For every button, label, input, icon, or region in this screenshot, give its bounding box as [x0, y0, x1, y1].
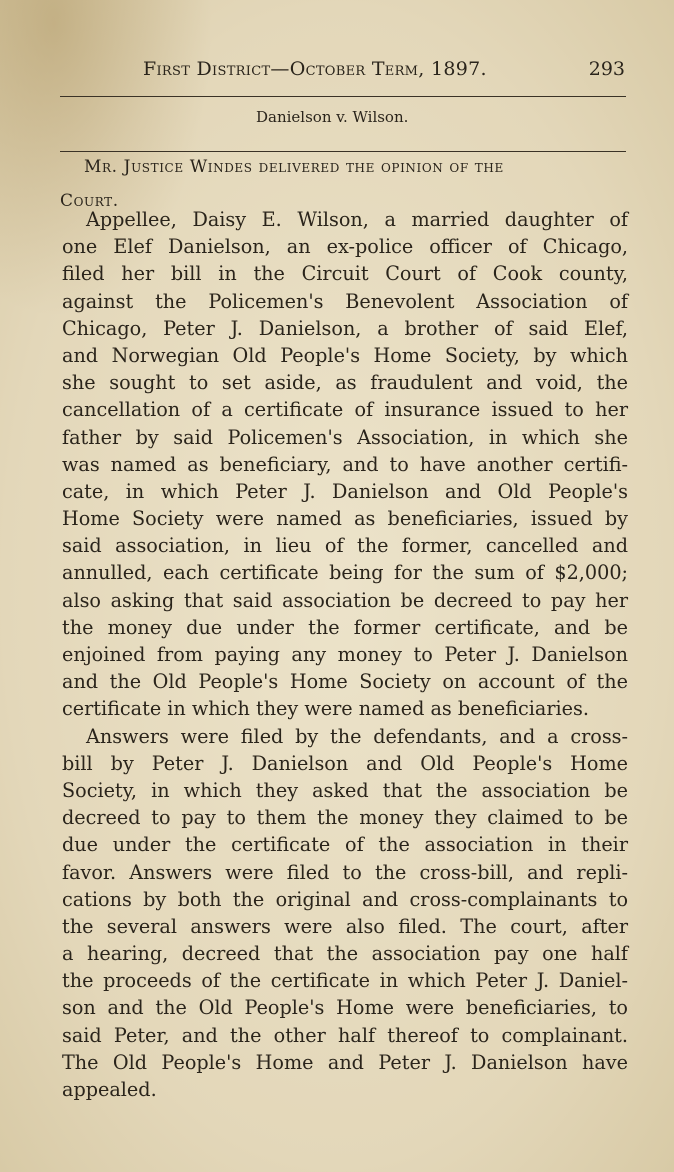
opinion-heading-line2: Court. [60, 191, 119, 211]
text-line: filed her bill in the Circuit Court of Cook county, [62, 262, 628, 286]
text-line: Society, in which they asked that the association be [62, 778, 628, 802]
opinion-text [62, 206, 628, 1103]
running-head [143, 58, 629, 88]
opinion-heading [60, 157, 504, 211]
text-line: decreed to pay to them the money they claimed to be [62, 806, 628, 830]
text-line: certificate in which they were named as beneficiaries. [62, 697, 589, 721]
opinion-heading-line1: Mr. Justice Windes delivered the opinion of the [84, 157, 504, 177]
text-line: said Peter, and the other half thereof to complainant. [62, 1023, 628, 1047]
text-line: appealed. [62, 1078, 157, 1101]
header-rule [60, 96, 626, 97]
text-line: she sought to set aside, as fraudulent and void, the [62, 371, 628, 395]
text-line: annulled, each certificate being for the sum of $2,000; [62, 561, 628, 585]
text-line: Appellee, Daisy E. Wilson, a married daughter of [86, 208, 628, 231]
text-line: due under the certificate of the association in their [62, 833, 628, 857]
text-line: cate, in which Peter J. Danielson and Old People's [62, 479, 628, 503]
text-line: the proceeds of the certificate in which Peter J. Daniel- [62, 969, 628, 993]
text-line: cations by both the original and cross-complainants to [62, 887, 628, 911]
running-title: First District—October Term, 1897. [143, 58, 487, 80]
text-line: the money due under the former certificate, and be [62, 615, 628, 639]
text-line: also asking that said association be decreed to pay her [62, 588, 628, 612]
text-line: cancellation of a certificate of insurance issued to her [62, 398, 628, 422]
case-caption: Danielson v. Wilson. [256, 108, 409, 126]
text-line: one Elef Danielson, an ex-police officer of Chicago, [62, 235, 628, 259]
text-line: against the Policemen's Benevolent Association of [62, 289, 628, 313]
caption-rule [60, 151, 626, 152]
text-line: Home Society were named as beneficiaries, issued by [62, 507, 628, 531]
text-line: and Norwegian Old People's Home Society, by which [62, 343, 628, 367]
text-line: enjoined from paying any money to Peter J. Danielson [62, 643, 628, 666]
text-line: a hearing, decreed that the association pay one half [62, 942, 628, 966]
text-line: favor. Answers were filed to the cross-bill, and repli- [62, 860, 628, 884]
text-line: son and the Old People's Home were beneficiaries, to [62, 996, 628, 1020]
text-line: said association, in lieu of the former, cancelled and [62, 534, 628, 558]
text-line: father by said Policemen's Association, in which she [62, 425, 628, 449]
text-line: Chicago, Peter J. Danielson, a brother of said Elef, [62, 316, 628, 340]
text-line: was named as beneficiary, and to have another certifi- [62, 452, 628, 476]
page-number: 293 [588, 58, 625, 80]
text-line: bill by Peter J. Danielson and Old People's Home [62, 751, 628, 775]
text-line: Answers were filed by the defendants, and a cross- [86, 724, 628, 748]
text-line: the several answers were also filed. The court, after [62, 914, 628, 938]
text-line: and the Old People's Home Society on account of the [62, 670, 628, 694]
text-line: The Old People's Home and Peter J. Danielson have [62, 1050, 628, 1074]
